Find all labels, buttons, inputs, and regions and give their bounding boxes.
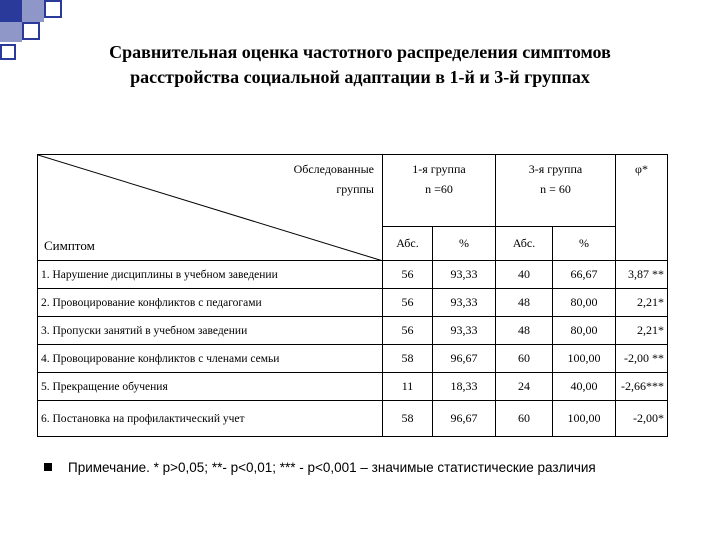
corner-bottom-label: Симптом bbox=[44, 238, 95, 253]
abs3-cell: 48 bbox=[496, 317, 553, 345]
symptom-cell: 3. Пропуски занятий в учебном заведении bbox=[38, 317, 383, 345]
abs1-cell: 11 bbox=[383, 373, 433, 401]
table-row bbox=[38, 345, 668, 373]
abs1-cell: 56 bbox=[383, 289, 433, 317]
pct3-cell: 80,00 bbox=[553, 289, 616, 317]
abs1-cell: 58 bbox=[383, 345, 433, 373]
phi-header: φ* bbox=[616, 155, 668, 261]
abs1-cell: 58 bbox=[383, 401, 433, 437]
subheader-pct-3: % bbox=[553, 227, 616, 261]
corner-top-line-2: группы bbox=[336, 182, 374, 196]
pct1-cell: 93,33 bbox=[433, 289, 496, 317]
table-header-row bbox=[38, 155, 668, 227]
group3-header bbox=[496, 155, 616, 227]
table-body bbox=[38, 261, 668, 437]
pct1-cell: 18,33 bbox=[433, 373, 496, 401]
title-line-1: Сравнительная оценка частотного распределения симптомов bbox=[109, 42, 611, 62]
abs3-cell: 48 bbox=[496, 289, 553, 317]
symptom-cell: 6. Постановка на профилактический учет bbox=[38, 401, 383, 437]
abs3-cell: 40 bbox=[496, 261, 553, 289]
corner-top-line-1: Обследованные bbox=[293, 162, 374, 176]
table-row bbox=[38, 373, 668, 401]
subheader-abs-3: Абс. bbox=[496, 227, 553, 261]
pct1-cell: 96,67 bbox=[433, 345, 496, 373]
abs1-cell: 56 bbox=[383, 261, 433, 289]
phi-cell: 2,21* bbox=[616, 289, 668, 317]
group1-n: n =60 bbox=[425, 182, 453, 196]
pct3-cell: 100,00 bbox=[553, 401, 616, 437]
pct3-cell: 100,00 bbox=[553, 345, 616, 373]
footnote: Примечание. * p>0,05; **- p<0,01; *** - p<0,001 – значимые статистические различия bbox=[68, 460, 596, 475]
subheader-abs-1: Абс. bbox=[383, 227, 433, 261]
pct3-cell: 66,67 bbox=[553, 261, 616, 289]
pct1-cell: 96,67 bbox=[433, 401, 496, 437]
pct3-cell: 80,00 bbox=[553, 317, 616, 345]
table-row bbox=[38, 317, 668, 345]
abs3-cell: 60 bbox=[496, 345, 553, 373]
phi-cell: -2,66*** bbox=[616, 373, 668, 401]
bullet-icon bbox=[44, 463, 52, 471]
symptom-cell: 2. Провоцирование конфликтов с педагогами bbox=[38, 289, 383, 317]
symptom-table bbox=[37, 154, 668, 437]
abs1-cell: 56 bbox=[383, 317, 433, 345]
corner-header-cell bbox=[38, 155, 383, 261]
abs3-cell: 60 bbox=[496, 401, 553, 437]
pct1-cell: 93,33 bbox=[433, 261, 496, 289]
symptom-cell: 1. Нарушение дисциплины в учебном заведении bbox=[38, 261, 383, 289]
title-line-2: расстройства социальной адаптации в 1-й и 3-й группах bbox=[130, 67, 590, 87]
subheader-pct-1: % bbox=[433, 227, 496, 261]
group3-label: 3-я группа bbox=[528, 162, 583, 176]
pct1-cell: 93,33 bbox=[433, 317, 496, 345]
symptom-cell: 4. Провоцирование конфликтов с членами семьи bbox=[38, 345, 383, 373]
abs3-cell: 24 bbox=[496, 373, 553, 401]
symptom-cell: 5. Прекращение обучения bbox=[38, 373, 383, 401]
table-row bbox=[38, 401, 668, 437]
group3-n: n = 60 bbox=[540, 182, 571, 196]
pct3-cell: 40,00 bbox=[553, 373, 616, 401]
phi-cell: 3,87 ** bbox=[616, 261, 668, 289]
table-row bbox=[38, 289, 668, 317]
phi-cell: -2,00* bbox=[616, 401, 668, 437]
page-title bbox=[40, 40, 680, 90]
corner-top-label bbox=[294, 159, 374, 199]
phi-cell: 2,21* bbox=[616, 317, 668, 345]
phi-cell: -2,00 ** bbox=[616, 345, 668, 373]
group1-header bbox=[383, 155, 496, 227]
group1-label: 1-я группа bbox=[412, 162, 466, 176]
table-row bbox=[38, 261, 668, 289]
